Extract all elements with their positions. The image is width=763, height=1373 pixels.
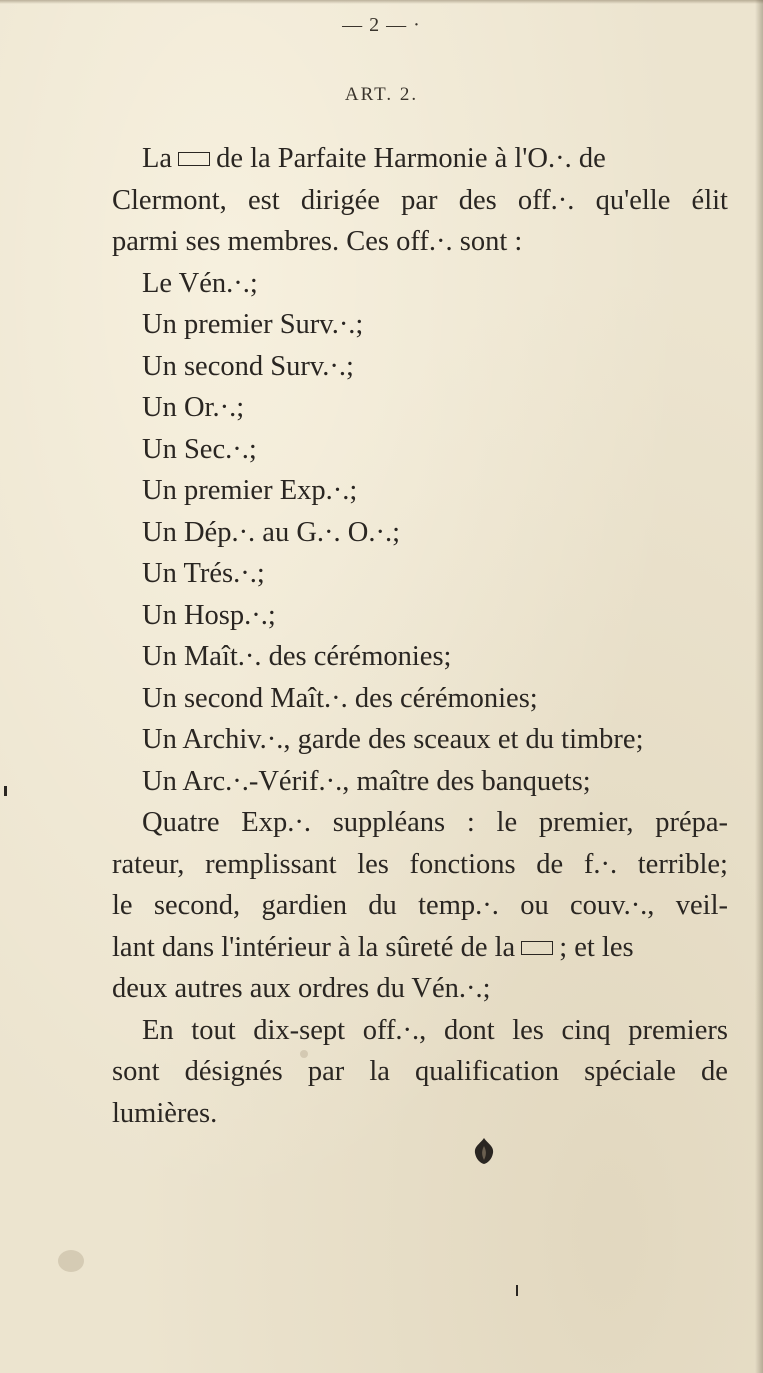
page-top-edge xyxy=(0,0,763,4)
word: tout xyxy=(191,1014,236,1046)
text-line xyxy=(112,1010,728,1052)
text-line xyxy=(112,138,728,180)
word: f.·. xyxy=(583,848,618,880)
text-line xyxy=(112,1051,728,1093)
ink-speck xyxy=(4,786,7,796)
text-line xyxy=(112,885,728,927)
officer-list-item: Un Dép.·. au G.·. O.·.; xyxy=(142,516,401,548)
officer-list-item: Un Arc.·.-Vérif.·., maître des banquets; xyxy=(142,765,591,797)
word: de xyxy=(701,1056,728,1087)
officer-list-item: Un premier Surv.·.; xyxy=(142,309,364,340)
officer-list-item: Un second Surv.·.; xyxy=(142,350,354,382)
word: désignés xyxy=(184,1056,283,1087)
word: Clermont, xyxy=(112,184,227,216)
word: de xyxy=(536,848,564,880)
officer-list-item: Un Hosp.·.; xyxy=(142,599,276,631)
ink-speck xyxy=(516,1285,518,1296)
word: spéciale xyxy=(584,1056,676,1087)
officer-list-item: Un Or.·.; xyxy=(142,392,245,423)
word: élit xyxy=(691,184,728,216)
word: veil- xyxy=(675,890,728,921)
word: : xyxy=(466,807,475,838)
word: par xyxy=(307,1056,345,1087)
article-text xyxy=(112,138,728,1134)
word: est xyxy=(247,184,280,216)
word: fonctions xyxy=(409,848,516,880)
word: couv.·., xyxy=(570,890,655,921)
page-right-edge xyxy=(755,0,763,1373)
word: par xyxy=(401,184,438,216)
text-line xyxy=(112,180,728,222)
word: le xyxy=(496,807,518,838)
text-line: parmi ses membres. Ces off.·. sont : xyxy=(112,226,523,257)
word: le xyxy=(112,890,133,921)
word: cinq xyxy=(561,1014,611,1046)
word: rateur, xyxy=(112,848,185,880)
word: off.·., xyxy=(362,1014,427,1046)
text-fragment: de la Parfaite Harmonie à l'O.·. de xyxy=(216,143,606,174)
article-heading: ART. 2. xyxy=(344,84,419,105)
text-line xyxy=(112,802,728,844)
paper-stain xyxy=(58,1250,84,1272)
officer-list-item: Un premier Exp.·.; xyxy=(142,475,358,506)
word: temp.·. xyxy=(418,890,499,921)
word: remplissant xyxy=(205,848,337,880)
word: qualification xyxy=(415,1056,560,1087)
text-fragment: lant dans l'intérieur à la sûreté de la xyxy=(112,931,516,963)
word: qu'elle xyxy=(595,184,671,216)
officer-list-item: Un second Maît.·. des cérémonies; xyxy=(142,682,538,714)
word: sont xyxy=(112,1056,160,1087)
word: prépa- xyxy=(655,807,728,838)
text-line xyxy=(112,844,728,886)
text-line xyxy=(112,927,728,969)
word: les xyxy=(512,1014,544,1046)
word: dont xyxy=(443,1014,495,1046)
word: ou xyxy=(520,890,549,921)
word: En xyxy=(142,1014,174,1046)
word: dirigée xyxy=(300,184,380,216)
text-fragment: ; et les xyxy=(559,931,634,963)
word: Exp.·. xyxy=(241,807,311,838)
word: du xyxy=(368,890,397,921)
word: premiers xyxy=(628,1014,728,1046)
officer-list-item: Un Trés.·.; xyxy=(142,558,265,589)
text-line: lumières. xyxy=(112,1097,218,1129)
word: off.·. xyxy=(517,184,575,216)
lodge-square-symbol xyxy=(521,941,553,955)
word: Quatre xyxy=(142,807,220,838)
officer-list-item: Un Archiv.·., garde des sceaux et du timbre; xyxy=(142,724,644,755)
officer-list-item: Un Maît.·. des cérémonies; xyxy=(142,641,452,672)
word: terrible; xyxy=(637,848,728,880)
word: gardien xyxy=(261,890,347,921)
text-line: deux autres aux ordres du Vén.·.; xyxy=(112,973,491,1004)
fleuron-ornament-icon xyxy=(470,1136,498,1166)
word: dix-sept xyxy=(253,1014,346,1046)
officer-list-item: Un Sec.·.; xyxy=(142,433,257,465)
word: second, xyxy=(153,890,241,921)
word: des xyxy=(458,184,497,216)
text-fragment: La xyxy=(142,143,173,174)
officer-list-item: Le Vén.·.; xyxy=(142,267,258,299)
word: suppléans xyxy=(332,807,446,838)
lodge-square-symbol xyxy=(178,152,210,166)
word: premier, xyxy=(538,807,634,838)
word: la xyxy=(369,1056,390,1087)
word: les xyxy=(357,848,389,880)
page-number: — 2 — · xyxy=(342,14,421,36)
